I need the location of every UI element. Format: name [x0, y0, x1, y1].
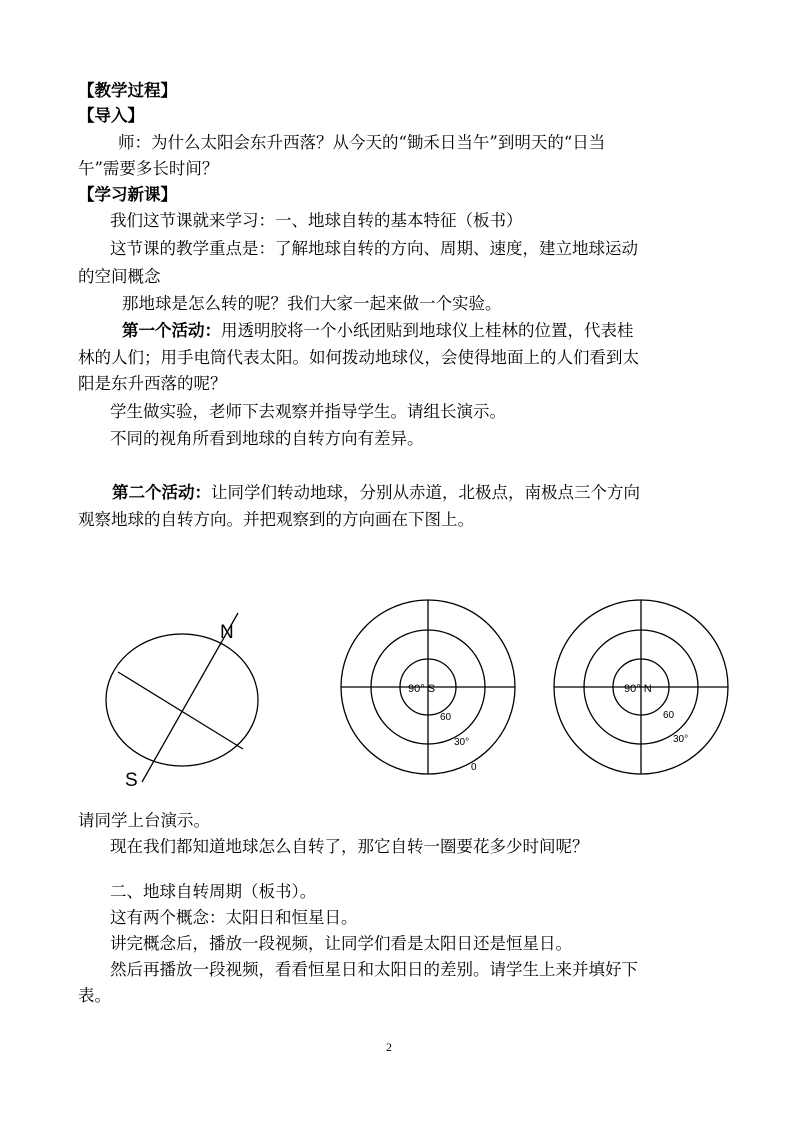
paragraph-focus-line1: 这节课的教学重点是：了解地球自转的方向、周期、速度，建立地球运动 — [110, 239, 638, 258]
paragraph-topic: 我们这节课就来学习：一、地球自转的基本特征（板书） — [110, 211, 523, 230]
globe-outline — [106, 634, 258, 766]
activity1-text: 用透明胶将一个小纸团贴到地球仪上桂林的位置，代表桂 — [221, 321, 634, 340]
north-60-label: 60 — [663, 710, 675, 721]
paragraph-period-heading: 二、地球自转周期（板书）。 — [110, 882, 317, 901]
north-30-label: 30° — [673, 734, 689, 745]
activity1-label: 第一个活动： — [122, 321, 221, 340]
activity2-text: 让同学们转动地球，分别从赤道，北极点，南极点三个方向 — [211, 483, 640, 502]
south-center-label: 90° S — [408, 683, 436, 695]
south-30-label: 30° — [454, 737, 470, 748]
activity1-line2: 林的人们；用手电筒代表太阳。如何拨动地球仪，会使得地面上的人们看到太 — [78, 348, 639, 367]
side-view-globe — [106, 613, 258, 782]
heading-teaching-process: 【教学过程】 — [78, 81, 177, 100]
heading-intro: 【导入】 — [78, 106, 144, 125]
paragraph-experiment: 那地球是怎么转的呢？我们大家一起来做一个实验。 — [122, 294, 502, 313]
intro-line1: 师：为什么太阳会东升西落？从今天的“锄禾日当午”到明天的“日当 — [118, 133, 606, 152]
page-number: 2 — [386, 1040, 392, 1054]
activity2-label: 第二个活动： — [112, 483, 211, 502]
south-0-label: 0 — [471, 762, 477, 773]
equator-line — [118, 672, 243, 749]
activity1-line3: 阳是东升西落的呢？ — [78, 374, 227, 393]
paragraph-video2-line2: 表。 — [78, 986, 111, 1005]
paragraph-video1: 讲完概念后，播放一段视频，让同学们看是太阳日还是恒星日。 — [110, 934, 572, 953]
paragraph-video2-line1: 然后再播放一段视频，看看恒星日和太阳日的差别。请学生上来并填好下 — [110, 960, 638, 979]
paragraph-student-experiment: 学生做实验，老师下去观察并指导学生。请组长演示。 — [110, 402, 506, 421]
paragraph-question: 现在我们都知道地球怎么自转了，那它自转一圈要花多少时间呢？ — [110, 837, 589, 856]
south-60-label: 60 — [440, 712, 452, 723]
north-center-label: 90° N — [624, 683, 652, 695]
activity2-line2: 观察地球的自转方向。并把观察到的方向画在下图上。 — [78, 510, 474, 529]
heading-new-lesson: 【学习新课】 — [78, 185, 177, 204]
paragraph-viewpoint: 不同的视角所看到地球的自转方向有差异。 — [110, 429, 424, 448]
paragraph-concepts: 这有两个概念：太阳日和恒星日。 — [110, 908, 358, 927]
paragraph-focus-line2: 的空间概念 — [78, 267, 161, 286]
north-pole-label: N — [220, 622, 234, 643]
paragraph-demo: 请同学上台演示。 — [78, 811, 210, 830]
intro-line2: 午”需要多长时间？ — [78, 159, 219, 178]
south-pole-label: S — [125, 770, 138, 791]
